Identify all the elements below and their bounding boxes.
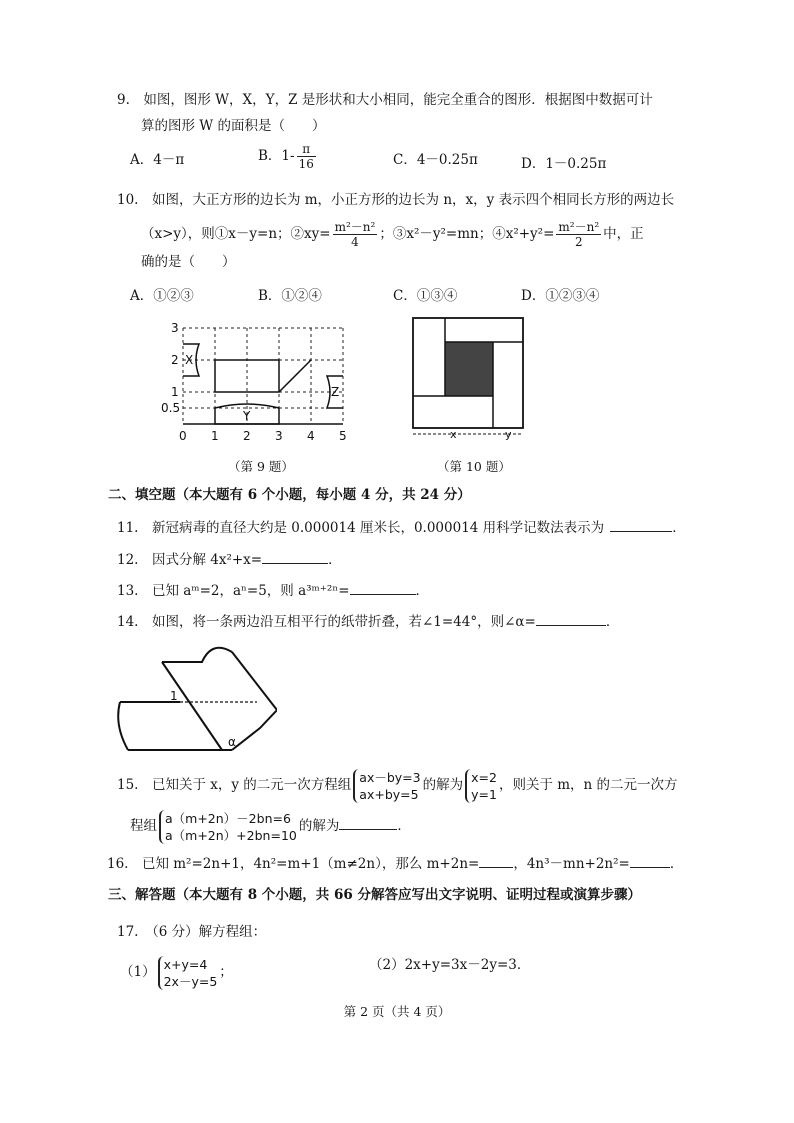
figure-q14 <box>112 640 277 760</box>
x-tick-4: 4 <box>307 429 315 443</box>
label-z: Z <box>331 385 340 399</box>
q9-option-d: D．1－0.25π <box>521 156 607 172</box>
y-tick-1: 1 <box>171 385 179 399</box>
section2-title: 二、填空题（本大题有 6 个小题，每小题 4 分，共 24 分） <box>108 487 471 503</box>
q13: 13. 已知 aᵐ=2，aⁿ=5，则 a³ᵐ⁺²ⁿ= ． <box>117 580 429 601</box>
y-tick-2: 2 <box>171 353 179 367</box>
q15-line2: 程组 a（m+2n）－2bn=6 a（m+2n）+2bn=10 的解为 ． <box>130 810 411 843</box>
page-footer: 第 2 页（共 4 页） <box>343 1004 451 1019</box>
y-tick-3: 3 <box>171 321 179 335</box>
q11-answer-blank[interactable] <box>610 517 672 532</box>
angle-1-label: 1 <box>170 689 178 703</box>
x-tick-3: 3 <box>275 429 283 443</box>
q15-line1: 15. 已知关于 x，y 的二元一次方程组 ax－by=3 ax+by=5 的解为 x=2 y=1 ，则关于 m，n 的二元一次方 <box>117 769 678 802</box>
q11: 11. 新冠病毒的直径大约是 0.000014 厘米长，0.000014 用科学记数法表示为 ． <box>117 517 686 538</box>
q9-line2: 算的图形 W 的面积是（ ） <box>141 118 326 134</box>
q15-solution: x=2 y=1 <box>465 769 497 803</box>
q14: 14. 如图，将一条两边沿互相平行的纸带折叠，若∠1=44°，则∠α= ． <box>117 611 619 632</box>
q17-part2: （2）2x+y=3x－2y=3． <box>369 957 531 973</box>
q10-line3: 确的是（ ） <box>141 254 236 270</box>
q10-option-c: C．①③④ <box>393 288 458 304</box>
label-x: X <box>185 353 194 367</box>
q9-caption: （第 9 题） <box>228 459 294 474</box>
label-y: y <box>505 428 512 441</box>
q10-option-d: D．①②③④ <box>521 288 600 304</box>
section3-title: 三、解答题（本大题有 8 个小题，共 66 分解答应写出文字说明、证明过程或演算步骤） <box>108 887 641 903</box>
q15-answer-blank[interactable] <box>339 815 397 830</box>
q9-line1: 9. 如图，图形 W，X，Y，Z 是形状和大小相同，能完全重合的图形．根据图中数据可计 <box>117 92 653 108</box>
q12-answer-blank[interactable] <box>262 549 328 564</box>
q10-caption: （第 10 题） <box>437 459 511 474</box>
q15-system2: a（m+2n）－2bn=6 a（m+2n）+2bn=10 <box>159 810 297 844</box>
q9-option-b: B．1- $\frac{\pi}{16}$ <box>258 142 314 171</box>
x-tick-5: 5 <box>339 429 347 443</box>
q10-option-a: A．①②③ <box>130 288 194 304</box>
q14-answer-blank[interactable] <box>536 611 606 626</box>
q17-part1: （1） x+y=4 2x－y=5 ； <box>120 956 233 989</box>
q16-answer-blank-1[interactable] <box>479 853 513 868</box>
figure-q10 <box>408 314 533 444</box>
y-tick-0-5: 0.5 <box>161 401 181 415</box>
q10-option-b: B．①②④ <box>258 288 322 304</box>
q16-answer-blank-2[interactable] <box>630 853 670 868</box>
x-tick-1: 1 <box>211 429 219 443</box>
q9-option-c: C．4－0.25π <box>393 152 478 168</box>
label-y: Y <box>243 409 251 423</box>
q17-head: 17. （6 分）解方程组： <box>117 924 267 940</box>
q10-line2: （x>y），则①x－y=n；②xy= $\frac{\text{m²－n²}}{4}$ ；③x²－y²=mn；④x²+y²= $\frac{\text{m²－n²}}{2}$ 中，正 <box>141 220 644 249</box>
q12: 12. 因式分解 4x²+x= ． <box>117 549 342 570</box>
q15-system1: ax－by=3 ax+by=5 <box>353 769 420 803</box>
q13-answer-blank[interactable] <box>350 580 416 595</box>
q17-system: x+y=4 2x－y=5 <box>158 956 218 990</box>
figure-q9 <box>155 320 360 445</box>
x-tick-2: 2 <box>243 429 251 443</box>
q10-line1: 10. 如图，大正方形的边长为 m，小正方形的边长为 n，x，y 表示四个相同长方形的两边长 <box>117 192 675 208</box>
q16: 16. 已知 m²=2n+1，4n²=m+1（m≠2n），那么 m+2n= ，4n³－mn+2n²= ． <box>107 853 683 874</box>
x-tick-0: 0 <box>179 429 187 443</box>
label-x: x <box>450 428 457 441</box>
q9-option-a: A．4－π <box>130 152 185 168</box>
angle-alpha-label: α <box>228 735 236 749</box>
